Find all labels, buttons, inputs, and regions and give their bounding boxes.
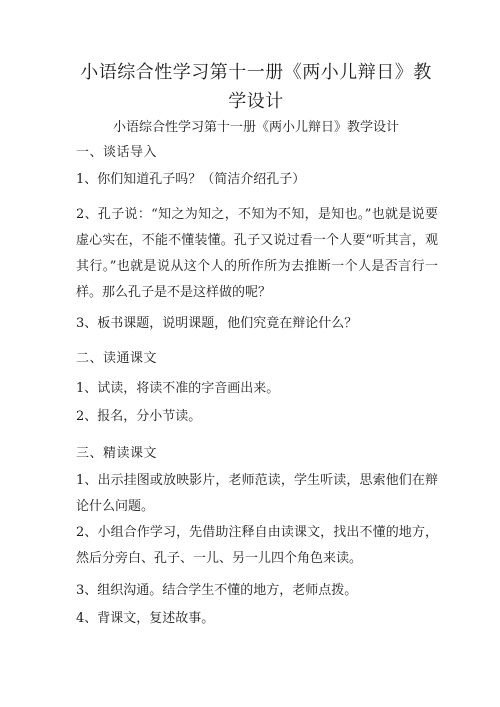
list-item: 1、出示挂图或放映影片，老师范读，学生听读，思索他们在辩论什么问题。 bbox=[76, 473, 438, 514]
list-item: 2、孔子说：“知之为知之，不知为不知，是知也。”也就是说要虚心实在，不能不懂装懂。孔子又说过看一个人要“听其言，观其行。”也就是说从这个人的所作所为去推断一个人是否言行一样。那么孔子是不是这样做的呢？ bbox=[76, 207, 438, 300]
document-title: 小语综合性学习第十一册《两小儿辩日》教学设计 bbox=[80, 62, 432, 112]
list-item: 3、组织沟通。结合学生不懂的地方，老师点拨。 bbox=[76, 583, 358, 598]
section-heading-close-read: 三、精读课文 bbox=[76, 446, 158, 461]
list-item: 2、报名，分小节读。 bbox=[76, 409, 202, 424]
list-item: 1、你们知道孔子吗？（简洁介绍孔子） bbox=[76, 172, 306, 187]
list-item: 3、板书课题，说明课题，他们究竟在辩论什么？ bbox=[76, 316, 358, 331]
list-item: 2、小组合作学习，先借助注释自由读课文，找出不懂的地方，然后分旁白、孔子、一儿、另一儿四个角色来读。 bbox=[76, 525, 438, 566]
list-item: 1、试读，将读不准的字音画出来。 bbox=[76, 381, 280, 396]
list-item: 4、背课文，复述故事。 bbox=[76, 611, 215, 626]
document-subtitle: 小语综合性学习第十一册《两小儿辩日》教学设计 bbox=[112, 120, 399, 135]
section-heading-read: 二、读通课文 bbox=[76, 351, 158, 366]
section-heading-intro: 一、谈话导入 bbox=[76, 145, 158, 160]
